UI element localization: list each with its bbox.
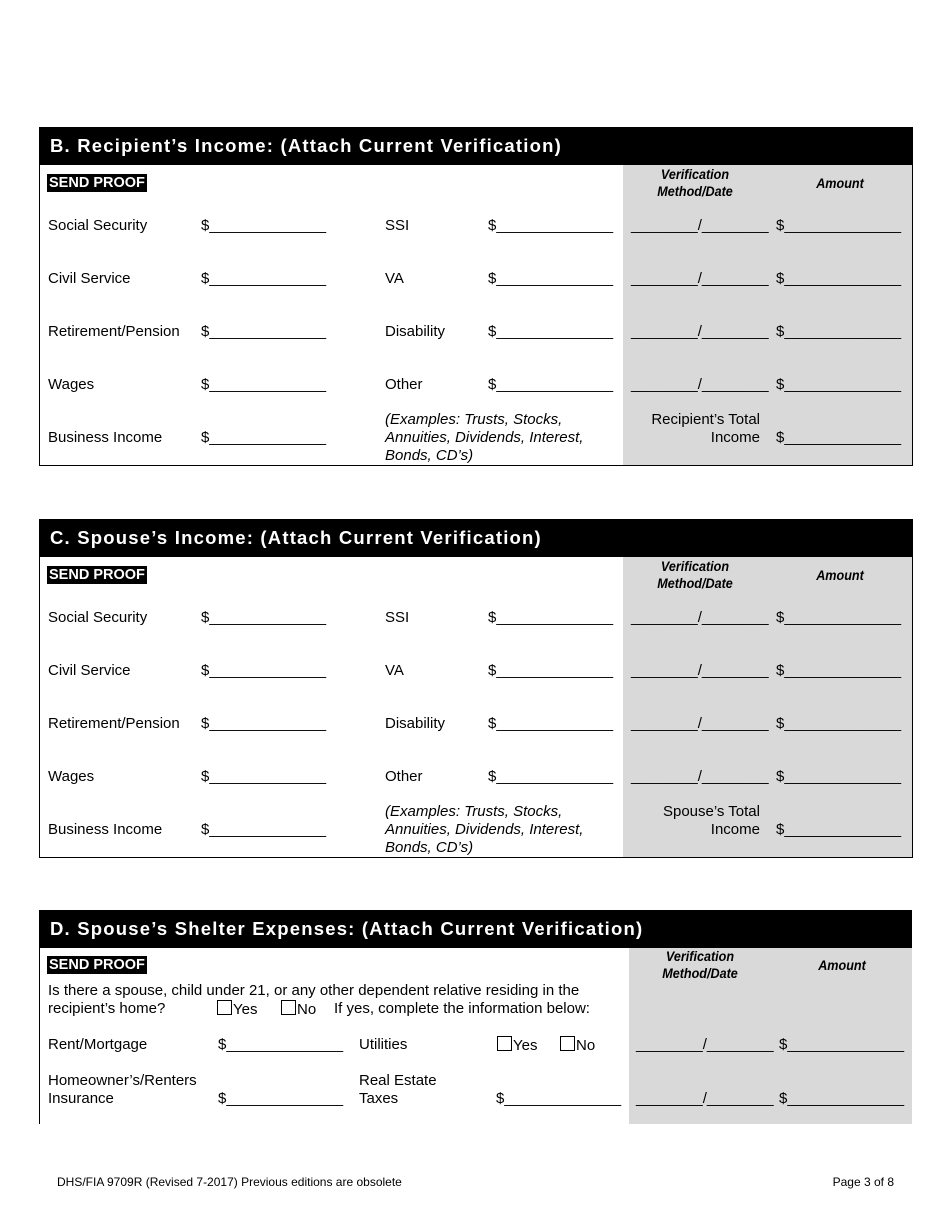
total-income-field[interactable]: $______________	[776, 821, 902, 838]
ssi-amount-field[interactable]: $______________	[488, 609, 614, 626]
retirement-pension-amount-field[interactable]: $______________	[201, 715, 327, 732]
retirement-pension-label: Retirement/Pension	[48, 715, 180, 732]
disability-amount-field[interactable]: $______________	[488, 715, 614, 732]
yes-label: Yes	[233, 1001, 258, 1018]
dependent-followup: If yes, complete the information below:	[334, 1000, 590, 1017]
page-number: Page 3 of 8	[832, 1175, 894, 1189]
no-label: No	[576, 1037, 596, 1054]
civil-service-label: Civil Service	[48, 270, 131, 287]
va-label: VA	[385, 270, 404, 287]
utilities-label: Utilities	[359, 1036, 408, 1053]
social-security-label: Social Security	[48, 609, 148, 626]
civil-service-amount-field[interactable]: $______________	[201, 270, 327, 287]
va-amount-field[interactable]: $______________	[488, 270, 614, 287]
verified-amount-field[interactable]: $______________	[779, 1036, 905, 1053]
civil-service-label: Civil Service	[48, 662, 131, 679]
verification-date-field[interactable]: ________/________	[631, 270, 769, 287]
civil-service-amount-field[interactable]: $______________	[201, 662, 327, 679]
disability-label: Disability	[385, 715, 446, 732]
wages-label: Wages	[48, 768, 95, 785]
retirement-pension-label: Retirement/Pension	[48, 323, 180, 340]
verification-date-field[interactable]: ________/________	[631, 715, 769, 732]
dependent-yes-option[interactable]	[217, 1000, 257, 1019]
verified-amount-field[interactable]: $______________	[776, 323, 902, 340]
disability-amount-field[interactable]: $______________	[488, 323, 614, 340]
rent-mortgage-label: Rent/Mortgage	[48, 1036, 148, 1053]
section-b	[39, 127, 913, 466]
checkbox-icon[interactable]	[217, 1000, 232, 1015]
other-label: Other	[385, 376, 423, 393]
wages-amount-field[interactable]: $______________	[201, 376, 327, 393]
insurance-label: Homeowner’s/Renters Insurance	[48, 1072, 197, 1107]
send-proof-label: SEND PROOF	[49, 175, 145, 191]
ssi-label: SSI	[385, 609, 410, 626]
section-c-title: C. Spouse’s Income: (Attach Current Verification)	[40, 519, 912, 557]
verification-date-field[interactable]: ________/________	[631, 217, 769, 234]
send-proof-label: SEND PROOF	[49, 567, 145, 583]
social-security-amount-field[interactable]: $______________	[201, 609, 327, 626]
verified-amount-field[interactable]: $______________	[776, 662, 902, 679]
rent-mortgage-amount-field[interactable]: $______________	[218, 1036, 344, 1053]
dependent-question-cont: recipient’s home?	[48, 1000, 166, 1017]
verification-date-field[interactable]: ________/________	[631, 323, 769, 340]
business-income-amount-field[interactable]: $______________	[201, 429, 327, 446]
verified-amount-field[interactable]: $______________	[776, 609, 902, 626]
other-label: Other	[385, 768, 423, 785]
examples-note: (Examples: Trusts, Stocks, Annuities, Dividends, Interest, Bonds, CD’s)	[385, 411, 584, 464]
dependent-question: Is there a spouse, child under 21, or any other dependent relative residing in the	[48, 982, 580, 999]
social-security-amount-field[interactable]: $______________	[201, 217, 327, 234]
verification-header: Verification Method/Date	[657, 558, 733, 591]
total-income-field[interactable]: $______________	[776, 429, 902, 446]
total-income-label: Recipient’s Total Income	[651, 411, 760, 446]
verified-amount-field[interactable]: $______________	[776, 768, 902, 785]
other-amount-field[interactable]: $______________	[488, 768, 614, 785]
ssi-amount-field[interactable]: $______________	[488, 217, 614, 234]
verification-date-field[interactable]: ________/________	[631, 609, 769, 626]
wages-amount-field[interactable]: $______________	[201, 768, 327, 785]
section-d-title: D. Spouse’s Shelter Expenses: (Attach Current Verification)	[40, 910, 912, 948]
form-id: DHS/FIA 9709R (Revised 7-2017) Previous editions are obsolete	[57, 1175, 402, 1189]
send-proof-label: SEND PROOF	[49, 957, 145, 973]
other-amount-field[interactable]: $______________	[488, 376, 614, 393]
verification-date-field[interactable]: ________/________	[631, 662, 769, 679]
amount-header: Amount	[818, 957, 866, 973]
real-estate-taxes-label: Real Estate Taxes	[359, 1072, 437, 1107]
disability-label: Disability	[385, 323, 446, 340]
yes-label: Yes	[513, 1037, 538, 1054]
utilities-no-option[interactable]	[560, 1036, 595, 1055]
insurance-amount-field[interactable]: $______________	[218, 1090, 344, 1107]
verified-amount-field[interactable]: $______________	[776, 217, 902, 234]
verification-date-field[interactable]: ________/________	[631, 376, 769, 393]
ssi-label: SSI	[385, 217, 410, 234]
business-income-amount-field[interactable]: $______________	[201, 821, 327, 838]
verified-amount-field[interactable]: $______________	[776, 270, 902, 287]
verification-date-field[interactable]: ________/________	[636, 1090, 774, 1107]
checkbox-icon[interactable]	[497, 1036, 512, 1051]
verification-date-field[interactable]: ________/________	[631, 768, 769, 785]
no-label: No	[297, 1001, 317, 1018]
dependent-no-option[interactable]	[281, 1000, 316, 1019]
business-income-label: Business Income	[48, 821, 163, 838]
verified-amount-field[interactable]: $______________	[776, 376, 902, 393]
va-amount-field[interactable]: $______________	[488, 662, 614, 679]
business-income-label: Business Income	[48, 429, 163, 446]
section-b-title: B. Recipient’s Income: (Attach Current Verification)	[40, 127, 912, 165]
checkbox-icon[interactable]	[281, 1000, 296, 1015]
verification-header: Verification Method/Date	[657, 166, 733, 199]
verified-amount-field[interactable]: $______________	[776, 715, 902, 732]
amount-header: Amount	[816, 175, 864, 191]
retirement-pension-amount-field[interactable]: $______________	[201, 323, 327, 340]
verification-header: Verification Method/Date	[662, 948, 738, 981]
section-c	[39, 519, 913, 858]
checkbox-icon[interactable]	[560, 1036, 575, 1051]
utilities-yes-option[interactable]	[497, 1036, 537, 1055]
verified-amount-field[interactable]: $______________	[779, 1090, 905, 1107]
total-income-label: Spouse’s Total Income	[662, 803, 760, 838]
examples-note: (Examples: Trusts, Stocks, Annuities, Dividends, Interest, Bonds, CD’s)	[385, 803, 584, 856]
social-security-label: Social Security	[48, 217, 148, 234]
wages-label: Wages	[48, 376, 95, 393]
verification-date-field[interactable]: ________/________	[636, 1036, 774, 1053]
real-estate-taxes-amount-field[interactable]: $______________	[496, 1090, 622, 1107]
amount-header: Amount	[816, 567, 864, 583]
va-label: VA	[385, 662, 404, 679]
section-d	[39, 910, 912, 1124]
